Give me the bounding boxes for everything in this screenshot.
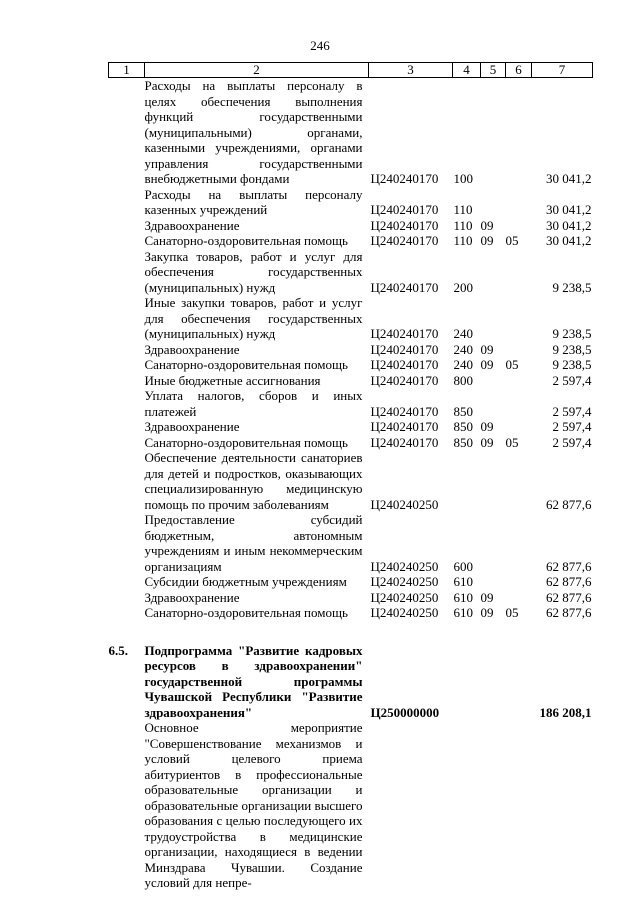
- subsection-code: [506, 342, 532, 358]
- target-article-code: Ц250000000: [370, 704, 440, 720]
- section-code: [481, 720, 506, 891]
- row-amount: 30 041,2: [546, 202, 592, 217]
- subsection-code: [506, 590, 532, 606]
- target-article-code: [369, 720, 453, 891]
- row-amount: [532, 720, 593, 891]
- row-number: [109, 295, 145, 342]
- expense-type-code: 600: [453, 558, 473, 574]
- section-code: [481, 512, 506, 574]
- row-number: [109, 373, 145, 389]
- expense-type-code: 800: [453, 372, 473, 388]
- row-description: Основное мероприятие "Совершенствование механизмов и условий целевого приема абитуриентов в профессиональные образовательные организации и образовательные организации высшего образования с целью последующего их трудоустройства в медицинские организации, находящиеся в ведении Минздрава Чувашии. Создание условий для непре-: [144, 720, 363, 890]
- subsection-code: [506, 512, 532, 574]
- subsection-code: [506, 419, 532, 435]
- table-row: [109, 342, 593, 358]
- row-description: Санаторно-оздоровительная помощь: [144, 357, 348, 372]
- table-row: [109, 295, 593, 342]
- row-number: [109, 342, 145, 358]
- section-code: 09: [480, 357, 494, 372]
- column-header: 2: [145, 63, 369, 78]
- section-code: [481, 574, 506, 590]
- row-number: [109, 512, 145, 574]
- row-description: Иные бюджетные ассигнования: [144, 372, 321, 388]
- target-article-code: Ц240240170: [370, 341, 439, 357]
- row-description: Расходы на выплаты персоналу казенных учреждений: [144, 186, 363, 217]
- row-description: Закупка товаров, работ и услуг для обеспечения государственных (муниципальных) нужд: [144, 248, 363, 295]
- expense-type-code: 240: [453, 357, 473, 372]
- subsection-code: 05: [505, 605, 519, 620]
- target-article-code: Ц240240170: [370, 171, 439, 186]
- target-article-code: Ц240240250: [370, 558, 439, 574]
- target-article-code: Ц240240250: [370, 496, 439, 512]
- row-description: Санаторно-оздоровительная помощь: [144, 233, 348, 248]
- subsection-code: [506, 720, 532, 891]
- target-article-code: Ц240240170: [370, 279, 439, 295]
- row-description: Здравоохранение: [144, 341, 240, 357]
- target-article-code: Ц240240170: [370, 202, 439, 217]
- row-number: [109, 218, 145, 234]
- target-article-code: Ц240240170: [370, 217, 439, 233]
- row-description: Подпрограмма "Развитие кадровых ресурсов в здравоохранении" государственной программы Чувашской Республики "Развитие здравоохранения": [144, 642, 363, 720]
- table-row: [109, 450, 593, 512]
- table-row: [109, 388, 593, 419]
- column-header: 7: [532, 63, 593, 78]
- section-code: [481, 187, 506, 218]
- target-article-code: Ц240240170: [370, 403, 439, 419]
- row-number: 6.5.: [108, 642, 128, 658]
- expense-type-code: 610: [453, 574, 473, 589]
- subsection-code: [506, 643, 532, 721]
- target-article-code: Ц240240170: [370, 372, 439, 388]
- expense-type-code: 610: [453, 589, 473, 605]
- row-amount: 62 877,6: [546, 605, 592, 620]
- table-body: [109, 78, 593, 891]
- row-amount: 2 597,4: [552, 372, 592, 388]
- subsection-code: [506, 78, 532, 187]
- subsection-code: [506, 373, 532, 389]
- expense-type-code: 110: [453, 202, 473, 217]
- table-row: [109, 643, 593, 721]
- target-article-code: Ц240240170: [370, 419, 439, 434]
- subsection-code: 05: [505, 233, 519, 248]
- target-article-code: Ц240240170: [370, 326, 439, 341]
- expense-type-code: 100: [453, 171, 473, 186]
- section-code: [481, 373, 506, 389]
- subsection-code: [506, 249, 532, 296]
- row-description: Здравоохранение: [144, 217, 240, 233]
- table-row: [109, 78, 593, 187]
- row-amount: 30 041,2: [546, 217, 592, 233]
- table-row: [109, 720, 593, 891]
- row-amount: 30 041,2: [546, 233, 592, 248]
- row-number: [109, 357, 145, 373]
- row-description: Уплата налогов, сборов и иных платежей: [144, 388, 363, 419]
- expense-type-code: 240: [453, 341, 473, 357]
- row-amount: 62 877,6: [546, 574, 592, 589]
- expense-type-code: [453, 720, 481, 891]
- row-number: [109, 574, 145, 590]
- spacer-cell: [109, 621, 593, 643]
- row-number: [109, 450, 145, 512]
- row-number: [109, 249, 145, 296]
- target-article-code: Ц240240250: [370, 605, 439, 620]
- row-amount: 9 238,5: [552, 279, 592, 295]
- spacer-row: [109, 621, 593, 643]
- section-code: [481, 249, 506, 296]
- row-description: Предоставление субсидий бюджетным, автономным учреждениям и иным некоммерческим организациям: [144, 512, 363, 574]
- row-number: [109, 590, 145, 606]
- row-description: Санаторно-оздоровительная помощь: [144, 605, 348, 620]
- row-amount: 9 238,5: [552, 326, 592, 341]
- target-article-code: Ц240240250: [370, 589, 439, 605]
- subsection-code: [506, 187, 532, 218]
- section-code: 09: [480, 434, 494, 450]
- row-amount: 9 238,5: [552, 341, 592, 357]
- table-row: [109, 249, 593, 296]
- row-amount: 186 208,1: [539, 704, 592, 720]
- section-code: [481, 295, 506, 342]
- table-row: [109, 574, 593, 590]
- row-number: [109, 419, 145, 435]
- section-code: [481, 388, 506, 419]
- row-number: [109, 435, 145, 451]
- row-description: Расходы на выплаты персоналу в целях обеспечения выполнения функций государственными (муниципальными) органами, казенными учреждениями, органами управления государственными внебюджетными фондами: [144, 78, 363, 186]
- subsection-code: [506, 574, 532, 590]
- expense-type-code: 240: [453, 326, 473, 341]
- subsection-code: 05: [505, 357, 519, 372]
- table-row: [109, 187, 593, 218]
- table-row: [109, 357, 593, 373]
- row-amount: 62 877,6: [546, 496, 592, 512]
- section-code: 09: [480, 605, 494, 620]
- row-number: [109, 187, 145, 218]
- subsection-code: [506, 295, 532, 342]
- row-amount: 62 877,6: [546, 558, 592, 574]
- row-number: [109, 388, 145, 419]
- expense-type-code: [453, 450, 481, 512]
- row-description: Санаторно-оздоровительная помощь: [144, 434, 348, 450]
- row-amount: 30 041,2: [546, 171, 592, 186]
- table-row: [109, 435, 593, 451]
- row-description: Здравоохранение: [144, 589, 240, 605]
- table-row: [109, 233, 593, 249]
- section-code: 09: [480, 233, 494, 248]
- expense-type-code: [453, 643, 481, 721]
- row-amount: 2 597,4: [552, 403, 592, 419]
- column-header-row: [109, 63, 593, 78]
- subsection-code: [506, 388, 532, 419]
- table-row: [109, 512, 593, 574]
- column-header: 6: [506, 63, 532, 78]
- section-code: [481, 78, 506, 187]
- row-amount: 9 238,5: [552, 357, 592, 372]
- row-amount: 2 597,4: [552, 434, 592, 450]
- section-code: [481, 643, 506, 721]
- table-row: [109, 605, 593, 621]
- table-row: [109, 419, 593, 435]
- section-code: 09: [480, 589, 494, 605]
- section-code: 09: [480, 341, 494, 357]
- expense-type-code: 850: [453, 403, 473, 419]
- column-header: 3: [369, 63, 453, 78]
- target-article-code: Ц240240170: [370, 434, 439, 450]
- column-header: 1: [109, 63, 145, 78]
- page-number: 246: [310, 38, 330, 53]
- row-description: Обеспечение деятельности санаториев для детей и подростков, оказывающих специализированную медицинскую помощь по прочим заболеваниям: [144, 450, 363, 512]
- row-description: Здравоохранение: [144, 419, 240, 434]
- section-code: 09: [480, 419, 494, 434]
- target-article-code: Ц240240250: [370, 574, 439, 589]
- expense-type-code: 610: [453, 605, 473, 620]
- section-code: [481, 450, 506, 512]
- section-code: 09: [480, 217, 494, 233]
- table-row: [109, 218, 593, 234]
- row-amount: 62 877,6: [546, 589, 592, 605]
- subsection-code: [506, 450, 532, 512]
- table-row: [109, 373, 593, 389]
- row-description: Субсидии бюджетным учреждениям: [144, 574, 347, 589]
- expense-type-code: 110: [453, 233, 473, 248]
- row-number: [109, 233, 145, 249]
- target-article-code: Ц240240170: [370, 233, 439, 248]
- expense-type-code: 200: [453, 279, 473, 295]
- row-amount: 2 597,4: [552, 419, 592, 434]
- expense-type-code: 850: [453, 434, 473, 450]
- subsection-code: 05: [505, 434, 519, 450]
- budget-table: [108, 62, 593, 891]
- row-number: [109, 78, 145, 187]
- expense-type-code: 850: [453, 419, 473, 434]
- expense-type-code: 110: [453, 217, 473, 233]
- table-row: [109, 590, 593, 606]
- column-header: 4: [453, 63, 481, 78]
- row-number: [109, 720, 145, 891]
- row-description: Иные закупки товаров, работ и услуг для обеспечения государственных (муниципальных) нужд: [144, 295, 363, 341]
- subsection-code: [506, 218, 532, 234]
- row-number: [109, 605, 145, 621]
- column-header: 5: [481, 63, 506, 78]
- target-article-code: Ц240240170: [370, 357, 439, 372]
